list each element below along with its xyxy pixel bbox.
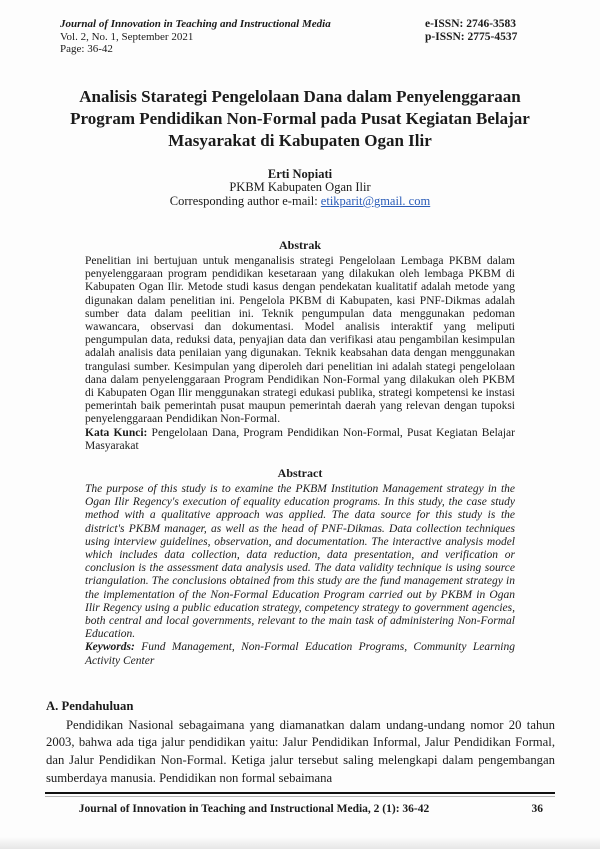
kata-kunci-text: Pengelolaan Dana, Program Pendidikan Non-Formal, Pusat Kegiatan Belajar Masyarakat — [85, 426, 515, 452]
author-block — [0, 168, 600, 209]
corresponding-label: Corresponding author e-mail: — [169, 194, 321, 209]
page-header — [60, 18, 543, 56]
introduction-heading: A. Pendahuluan — [46, 698, 134, 713]
e-issn: e-ISSN: 2746-3583 — [425, 18, 517, 30]
author-name: Erti Nopiati — [267, 166, 333, 181]
article-title-line: Analisis Starategi Pengelolaan Dana dalam Penyelenggaraan — [79, 86, 521, 106]
abstrak-text: Penelitian ini bertujuan untuk menganalisis strategi Pengelolaan Lembaga PKBM dalam penyelenggaraan program pendidikan kesetaraan yang dilakukan oleh lembaga PKBM di Kabupaten Ogan Ilir. Metode studi kasus dengan pendekatan kualitatif adalah metode yang digunakan dalam penelitian ini. Pengelola PKBM di Kabupaten, kasi PNF-Dikmas adalah sumber data dalam peelitian ini. Teknik pengumpulan data menggunakan pedoman wawancara, observasi dan dokumentasi. Model analisis interaktif yang meliputi pengumpulan data, reduksi data, penyajian data dan verifikasi atau pengambilan kesimpulan adalah analisis data penilaian yang digunakan. Teknik keabsahan data dengan menggunakan trangulasi sumber. Kesimpulan yang diperoleh dari penelitian ini adalah stategi pengelolaan dana dalam penyelenggaraan Program Pendidikan Non-Formal yang dilakukan oleh PKBM di Kabupaten Ogan Ilir menggunakan strategi edukasi publika, strategi kompetensi ke instasi pemerintah baik pemerintah pusat maupun pemerintah daerah yang relevan dengan tupoksi penyelenggaraan Pendidikan Non-Formal. — [85, 254, 515, 426]
abstract-body — [85, 483, 515, 668]
footer-rule-thin — [45, 796, 555, 797]
abstract-heading: Abstract — [277, 465, 323, 480]
corresponding-line — [0, 195, 600, 209]
header-issn-block — [425, 18, 543, 56]
article-title-line: Program Pendidikan Non-Formal pada Pusat Kegiatan Belajar — [70, 108, 530, 128]
footer-page-number: 36 — [531, 803, 543, 815]
abstrak-body — [85, 255, 515, 453]
scan-edge-shading — [0, 837, 600, 849]
header-journal-info — [60, 18, 331, 56]
abstract-text: The purpose of this study is to examine the PKBM Institution Management strategy in the Ogan Ilir Regency's execution of equality education programs. In this study, the case study method with a qualitative approach was applied. The data source for this study is the district's PKBM manager, as well as the head of PNF-Dikmas. Data collection techniques using interview guidelines, observation, and documentation. The interactive analysis model which includes data collection, data reduction, data presentation, and verification or conclusion is the assessment data analysis used. The data validity technique is using source triangulation. The conclusions obtained from this study are the fund management strategy in the implementation of the Non-Formal Education Program carried out by PKBM in Ogan Ilir Regency using a public education strategy, competency strategy to government agencies, both central and local governments, relevant to the main task of administering Non-Formal Education. — [85, 482, 515, 641]
author-affiliation: PKBM Kabupaten Ogan Ilir — [229, 180, 371, 195]
journal-name: Journal of Innovation in Teaching and Instructional Media — [60, 18, 331, 30]
article-title-line: Masyarakat di Kabupaten Ogan Ilir — [168, 130, 432, 150]
footer-journal-reference: Journal of Innovation in Teaching and Instructional Media, 2 (1): 36-42 — [78, 803, 430, 815]
page-range-line: Page: 36-42 — [60, 43, 113, 55]
abstrak-heading: Abstrak — [278, 237, 321, 252]
corresponding-email-link[interactable]: etikparit@gmail. com — [320, 194, 431, 209]
volume-line: Vol. 2, No. 1, September 2021 — [60, 30, 194, 43]
page-footer — [45, 792, 555, 815]
article-title — [0, 86, 600, 152]
footer-row — [45, 803, 555, 815]
keywords-text: Fund Management, Non-Formal Education Programs, Community Learning Activity Center — [85, 641, 515, 667]
footer-rule-thick — [45, 792, 555, 794]
kata-kunci-label: Kata Kunci: — [85, 426, 148, 439]
p-issn: p-ISSN: 2775-4537 — [425, 31, 518, 43]
introduction-paragraph: Pendidikan Nasional sebagaimana yang diamanatkan dalam undang-undang nomor 20 tahun 2003, bahwa ada tiga jalur pendidikan yaitu: Jalur Pendidikan Informal, Jalur Pendidikan Formal, dan Jalur Pendidikan Non-Formal. Ketiga jalur tersebut saling melengkapi dalam pengembangan sumberdaya manusia. Pendidikan non formal sebaimana — [46, 717, 555, 785]
keywords-label: Keywords: — [85, 641, 135, 654]
